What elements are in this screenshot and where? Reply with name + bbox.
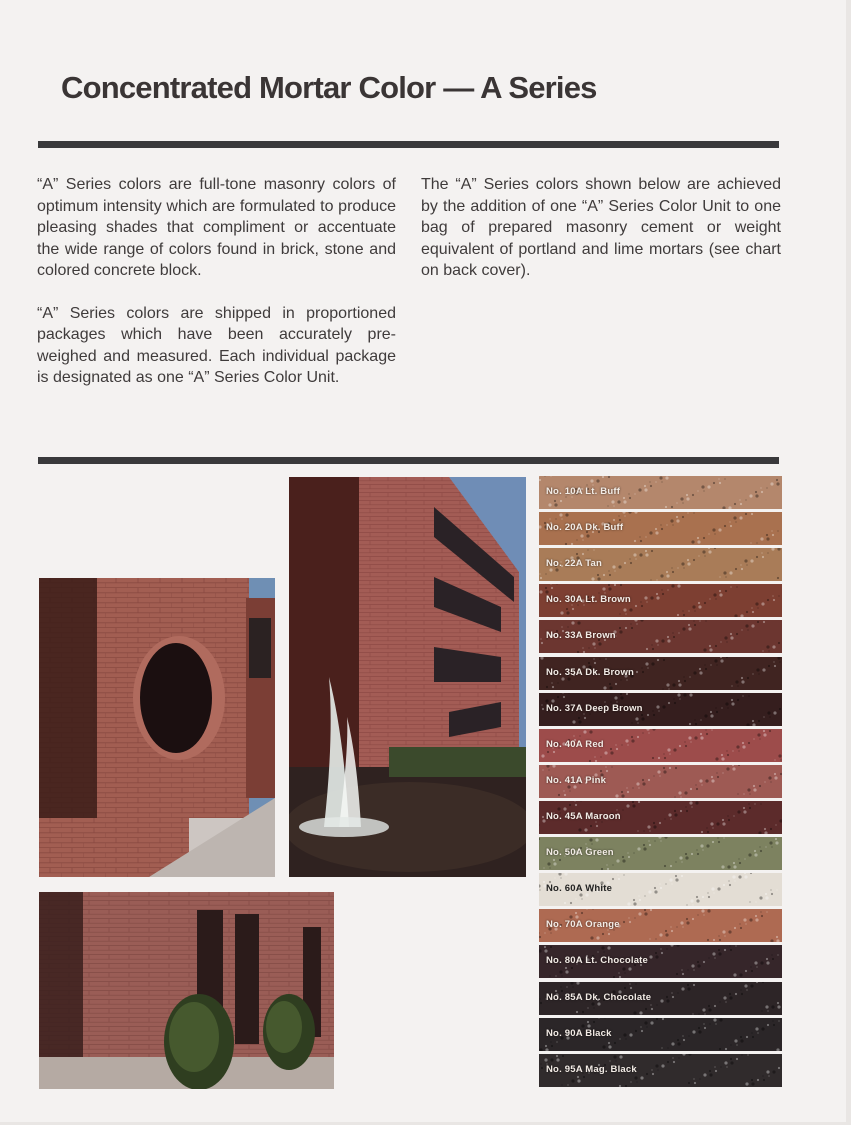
photo-circular-window-wall [39, 578, 275, 877]
color-swatch [539, 476, 782, 509]
swatch-label: No. 22A Tan [546, 558, 603, 570]
color-swatch [539, 512, 782, 545]
swatch-label: No. 90A Black [546, 1027, 612, 1039]
left-text-column [37, 174, 396, 410]
color-swatch [539, 657, 782, 690]
color-swatch [539, 620, 782, 653]
swatch-label: No. 95A Mag. Black [546, 1063, 637, 1075]
color-swatch [539, 945, 782, 978]
swatch-label: No. 60A White [546, 883, 613, 895]
color-swatch [539, 729, 782, 762]
swatch-label: No. 45A Maroon [546, 810, 621, 822]
photo-building-fountain [289, 477, 526, 877]
color-swatch [539, 584, 782, 617]
color-swatch [539, 982, 782, 1015]
swatch-label: No. 50A Green [546, 847, 614, 859]
middle-divider [38, 457, 779, 464]
swatch-label: No. 41A Pink [546, 774, 607, 786]
packaging-paragraph: “A” Series colors are shipped in proportioned packages which have been accurately pre-weighed and measured. Each individual package is designated as one “A” Series Color Unit. [37, 304, 396, 386]
color-swatch [539, 1018, 782, 1051]
page-title: Concentrated Mortar Color — A Series [61, 70, 597, 105]
photo-brick-facade-shrubs [39, 892, 334, 1089]
swatch-label: No. 10A Lt. Buff [546, 486, 621, 497]
swatch-label: No. 85A Dk. Chocolate [546, 991, 652, 1003]
color-swatch [539, 765, 782, 798]
top-divider [38, 141, 779, 148]
swatch-label: No. 20A Dk. Buff [546, 522, 624, 534]
swatch-label: No. 35A Dk. Brown [546, 666, 635, 678]
color-swatch [539, 801, 782, 834]
swatch-label: No. 33A Brown [546, 630, 616, 642]
right-text-column [421, 174, 781, 303]
color-swatch-list [539, 476, 782, 1090]
swatch-label: No. 30A Lt. Brown [546, 594, 631, 606]
swatch-label: No. 70A Orange [546, 919, 620, 931]
mixing-paragraph: The “A” Series colors shown below are achieved by the addition of one “A” Series Color Unit to one bag of prepared masonry cement or weight equivalent of portland and lime mortars (see chart on back cover). [421, 176, 781, 279]
color-swatch [539, 873, 782, 906]
swatch-label: No. 80A Lt. Chocolate [546, 955, 649, 967]
swatch-label: No. 37A Deep Brown [546, 702, 643, 714]
color-swatch [539, 1054, 782, 1087]
color-swatch [539, 909, 782, 942]
color-swatch [539, 693, 782, 726]
swatch-label: No. 40A Red [546, 738, 604, 750]
color-swatch [539, 837, 782, 870]
intro-paragraph: “A” Series colors are full-tone masonry colors of optimum intensity which are formulated to produce pleasing shades that compliment or accentuate the wide range of colors found in brick, stone and colored concrete block. [37, 176, 396, 279]
color-swatch [539, 548, 782, 581]
